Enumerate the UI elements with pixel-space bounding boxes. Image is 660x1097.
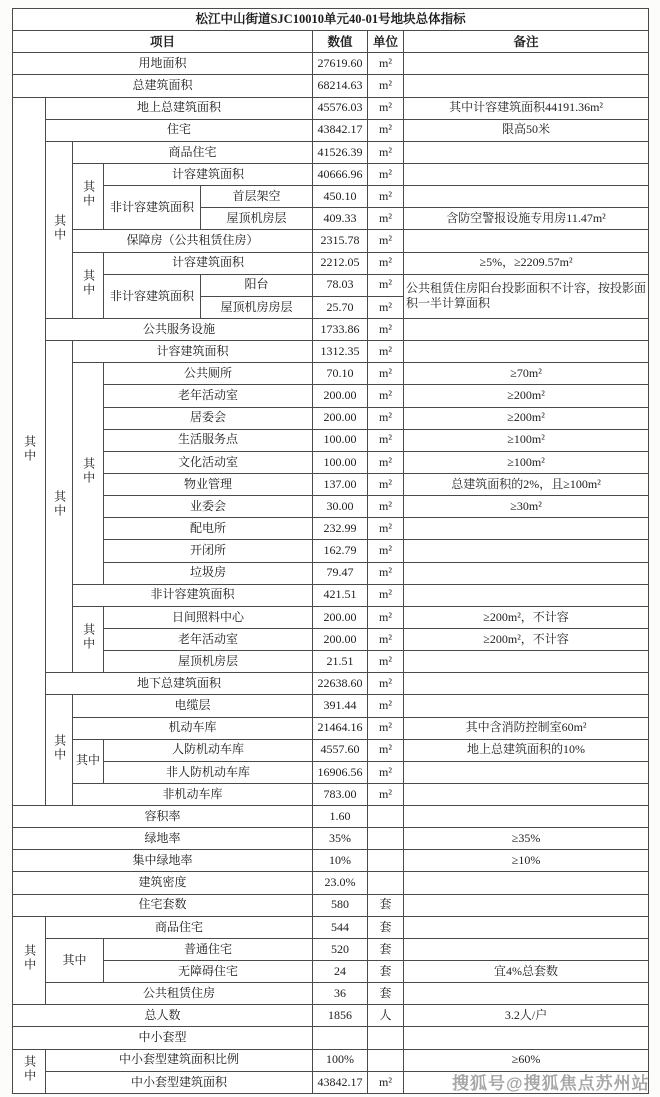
item-label: 商品住宅: [46, 916, 313, 938]
item-label: 机动车库: [73, 717, 313, 739]
qizhong-group-label: [73, 363, 104, 584]
qizhong-group-label: [46, 141, 73, 318]
table-row: [13, 230, 649, 252]
item-remark: [404, 540, 649, 562]
item-label: 保障房（公共租赁住房）: [73, 230, 313, 252]
item-unit: [368, 1027, 404, 1049]
qizhong-group-label: 其中: [52, 490, 67, 519]
item-remark: [404, 761, 649, 783]
item-value: 100%: [313, 1049, 368, 1071]
item-label: 屋顶机房房层: [201, 296, 313, 318]
table-row: [13, 872, 649, 894]
item-unit: 套: [368, 938, 404, 960]
item-unit: m²: [368, 562, 404, 584]
item-remark: 总建筑面积的2%，且≥100m²: [404, 473, 649, 495]
column-header: 单位: [368, 31, 404, 53]
table-row: [13, 651, 649, 673]
item-label: 公共租赁住房: [46, 983, 313, 1005]
qizhong-group-label: [73, 252, 104, 318]
item-unit: m²: [368, 363, 404, 385]
item-label: 首层架空: [201, 186, 313, 208]
table-row: [13, 341, 649, 363]
item-unit: [368, 1049, 404, 1071]
item-value: 2315.78: [313, 230, 368, 252]
item-value: 1.60: [313, 806, 368, 828]
item-remark: ≥30m²: [404, 496, 649, 518]
item-remark: ≥10%: [404, 850, 649, 872]
item-value: 200.00: [313, 628, 368, 650]
item-unit: m²: [368, 473, 404, 495]
table-row: [13, 385, 649, 407]
table-row: [13, 141, 649, 163]
item-unit: m²: [368, 230, 404, 252]
item-label: 总建筑面积: [13, 75, 313, 97]
qizhong-group-label: [46, 695, 73, 806]
item-unit: [368, 828, 404, 850]
qizhong-group-label: 其中: [73, 739, 104, 783]
item-unit: m²: [368, 717, 404, 739]
table-row: [13, 938, 649, 960]
item-unit: m²: [368, 761, 404, 783]
item-unit: m²: [368, 673, 404, 695]
qizhong-group-label: 其中: [52, 733, 67, 762]
item-unit: 套: [368, 894, 404, 916]
table-row: [13, 407, 649, 429]
item-unit: [368, 806, 404, 828]
item-value: 27619.60: [313, 53, 368, 75]
item-remark: ≥70m²: [404, 363, 649, 385]
item-remark: [404, 894, 649, 916]
item-remark: [404, 806, 649, 828]
item-unit: m²: [368, 584, 404, 606]
item-label: 非机动车库: [73, 783, 313, 805]
item-unit: m²: [368, 97, 404, 119]
item-value: 43842.17: [313, 1071, 368, 1093]
item-unit: m²: [368, 208, 404, 230]
item-label: 屋顶机房层: [201, 208, 313, 230]
item-value: 70.10: [313, 363, 368, 385]
item-label: 绿地率: [13, 828, 313, 850]
item-value: 78.03: [313, 274, 368, 296]
item-unit: m²: [368, 119, 404, 141]
item-unit: m²: [368, 341, 404, 363]
item-label: 非计容建筑面积: [104, 186, 201, 230]
item-remark: [404, 783, 649, 805]
item-label: 用地面积: [13, 53, 313, 75]
item-remark: 其中计容建筑面积44191.36m²: [404, 97, 649, 119]
item-unit: m²: [368, 274, 404, 296]
item-value: 421.51: [313, 584, 368, 606]
item-value: 580: [313, 894, 368, 916]
table-row: [13, 1049, 649, 1071]
table-row: [13, 739, 649, 761]
item-label: 阳台: [201, 274, 313, 296]
item-value: 409.33: [313, 208, 368, 230]
item-value: 520: [313, 938, 368, 960]
item-value: 41526.39: [313, 141, 368, 163]
item-unit: m²: [368, 606, 404, 628]
table-row: [13, 761, 649, 783]
qizhong-group-label: 其中: [81, 180, 96, 209]
item-value: 10%: [313, 850, 368, 872]
qizhong-group-label: 其中: [22, 435, 37, 464]
item-value: 1856: [313, 1005, 368, 1027]
column-header: 项目: [13, 31, 313, 53]
table-row: [13, 673, 649, 695]
item-remark: [404, 916, 649, 938]
item-remark: [404, 186, 649, 208]
table-row: [13, 961, 649, 983]
table-row: [13, 806, 649, 828]
item-label: 业委会: [104, 496, 313, 518]
item-value: 24: [313, 961, 368, 983]
item-label: 公共厕所: [104, 363, 313, 385]
item-unit: m²: [368, 296, 404, 318]
item-unit: 套: [368, 961, 404, 983]
qizhong-group-label: 其中: [81, 268, 96, 297]
item-unit: m²: [368, 318, 404, 340]
table-row: [13, 163, 649, 185]
table-row: [13, 119, 649, 141]
item-value: 23.0%: [313, 872, 368, 894]
table-row: [13, 31, 649, 53]
item-remark: ≥200m²: [404, 385, 649, 407]
item-unit: m²: [368, 540, 404, 562]
qizhong-group-label: 其中: [81, 457, 96, 486]
item-unit: m²: [368, 186, 404, 208]
item-remark: ≥35%: [404, 828, 649, 850]
item-unit: [368, 850, 404, 872]
item-unit: 套: [368, 983, 404, 1005]
item-unit: m²: [368, 429, 404, 451]
qizhong-group-label: 其中: [22, 944, 37, 973]
item-unit: m²: [368, 163, 404, 185]
table-row: [13, 1005, 649, 1027]
item-remark: 地上总建筑面积的10%: [404, 739, 649, 761]
item-value: 35%: [313, 828, 368, 850]
item-remark: [404, 53, 649, 75]
item-value: [313, 1027, 368, 1049]
item-value: 22638.60: [313, 673, 368, 695]
watermark: 搜狐号@搜狐焦点苏州站: [452, 1074, 650, 1093]
table-row: [13, 606, 649, 628]
item-value: 40666.96: [313, 163, 368, 185]
item-unit: m²: [368, 739, 404, 761]
item-unit: m²: [368, 252, 404, 274]
item-value: 100.00: [313, 451, 368, 473]
qizhong-group-label: 其中: [46, 938, 104, 982]
item-label: 中小套型建筑面积比例: [46, 1049, 313, 1071]
item-label: 中小套型: [13, 1027, 313, 1049]
table-row: [13, 828, 649, 850]
item-value: 36: [313, 983, 368, 1005]
table-row: [13, 451, 649, 473]
item-value: 25.70: [313, 296, 368, 318]
item-label: 非计容建筑面积: [104, 274, 201, 318]
table-row: [13, 562, 649, 584]
item-remark: [404, 584, 649, 606]
item-value: 137.00: [313, 473, 368, 495]
item-value: 4557.60: [313, 739, 368, 761]
item-label: 日间照料中心: [104, 606, 313, 628]
item-label: 公共服务设施: [46, 318, 313, 340]
item-remark: [404, 983, 649, 1005]
item-label: 计容建筑面积: [104, 163, 313, 185]
item-unit: m²: [368, 385, 404, 407]
table-row: [13, 186, 649, 208]
qizhong-group-label: [13, 916, 46, 1005]
plot-indicator-table: [12, 8, 649, 1094]
item-unit: m²: [368, 451, 404, 473]
item-remark: [404, 75, 649, 97]
item-unit: m²: [368, 496, 404, 518]
item-label: 生活服务点: [104, 429, 313, 451]
table-row: [13, 916, 649, 938]
item-value: 783.00: [313, 783, 368, 805]
qizhong-group-label: 其中: [22, 1055, 37, 1083]
item-label: 开闭所: [104, 540, 313, 562]
item-label: 普通住宅: [104, 938, 313, 960]
table-row: [13, 274, 649, 296]
item-value: 200.00: [313, 606, 368, 628]
item-unit: m²: [368, 695, 404, 717]
item-unit: m²: [368, 1071, 404, 1093]
table-body: [13, 9, 649, 1094]
item-label: 物业管理: [104, 473, 313, 495]
item-label: 集中绿地率: [13, 850, 313, 872]
table-row: [13, 53, 649, 75]
item-remark: 3.2人/户: [404, 1005, 649, 1027]
item-value: 391.44: [313, 695, 368, 717]
item-label: 中小套型建筑面积: [46, 1071, 313, 1093]
item-value: 45576.03: [313, 97, 368, 119]
item-remark: [404, 872, 649, 894]
item-label: 计容建筑面积: [104, 252, 313, 274]
item-value: 30.00: [313, 496, 368, 518]
item-value: 1733.86: [313, 318, 368, 340]
item-value: 16906.56: [313, 761, 368, 783]
column-header: 数值: [313, 31, 368, 53]
item-remark: [404, 673, 649, 695]
item-remark: [404, 651, 649, 673]
item-unit: m²: [368, 53, 404, 75]
item-label: 老年活动室: [104, 385, 313, 407]
table-row: [13, 252, 649, 274]
table-row: [13, 429, 649, 451]
item-remark: ≥100m²: [404, 429, 649, 451]
table-row: [13, 717, 649, 739]
item-value: 43842.17: [313, 119, 368, 141]
item-unit: [368, 872, 404, 894]
qizhong-group-label: 其中: [81, 623, 96, 652]
table-row: [13, 473, 649, 495]
item-label: 无障碍住宅: [104, 961, 313, 983]
item-remark: [404, 163, 649, 185]
item-remark: [404, 695, 649, 717]
item-unit: m²: [368, 518, 404, 540]
item-unit: 人: [368, 1005, 404, 1027]
item-unit: m²: [368, 651, 404, 673]
table-row: [13, 783, 649, 805]
item-value: 100.00: [313, 429, 368, 451]
item-remark: [404, 141, 649, 163]
item-remark: [404, 518, 649, 540]
item-label: 配电所: [104, 518, 313, 540]
item-label: 老年活动室: [104, 628, 313, 650]
column-header: 备注: [404, 31, 649, 53]
qizhong-group-label: [73, 606, 104, 672]
item-remark: 限高50米: [404, 119, 649, 141]
item-label: 垃圾房: [104, 562, 313, 584]
item-value: 232.99: [313, 518, 368, 540]
table-row: [13, 363, 649, 385]
item-remark: ≥60%: [404, 1049, 649, 1071]
item-remark: ≥200m²: [404, 407, 649, 429]
item-remark: [404, 230, 649, 252]
item-value: 1312.35: [313, 341, 368, 363]
item-remark: ≥5%，≥2209.57m²: [404, 252, 649, 274]
item-label: 住宅套数: [13, 894, 313, 916]
table-row: [13, 628, 649, 650]
qizhong-group-label: [46, 341, 73, 673]
item-label: 非计容建筑面积: [73, 584, 313, 606]
item-unit: m²: [368, 783, 404, 805]
item-unit: m²: [368, 141, 404, 163]
item-remark: 公共租赁住房阳台投影面积不计容，按投影面积一半计算面积: [404, 274, 649, 318]
table-row: [13, 584, 649, 606]
item-remark: [404, 938, 649, 960]
table-row: [13, 97, 649, 119]
item-value: 21.51: [313, 651, 368, 673]
item-label: 文化活动室: [104, 451, 313, 473]
item-remark: ≥200m²，不计容: [404, 628, 649, 650]
table-row: [13, 540, 649, 562]
item-value: 162.79: [313, 540, 368, 562]
item-label: 商品住宅: [73, 141, 313, 163]
item-label: 总人数: [13, 1005, 313, 1027]
item-label: 居委会: [104, 407, 313, 429]
item-unit: m²: [368, 75, 404, 97]
item-remark: [404, 1027, 649, 1049]
item-value: 200.00: [313, 385, 368, 407]
table-row: [13, 496, 649, 518]
item-remark: [404, 562, 649, 584]
item-value: 79.47: [313, 562, 368, 584]
item-remark: ≥100m²: [404, 451, 649, 473]
item-remark: 宜4%总套数: [404, 961, 649, 983]
item-remark: 含防空警报设施专用房11.47m²: [404, 208, 649, 230]
qizhong-group-label: [13, 97, 46, 806]
table-row: [13, 983, 649, 1005]
item-label: 电缆层: [73, 695, 313, 717]
item-value: 544: [313, 916, 368, 938]
table-title: 松江中山街道SJC10010单元40-01号地块总体指标: [13, 9, 649, 31]
item-value: 200.00: [313, 407, 368, 429]
item-value: 21464.16: [313, 717, 368, 739]
item-label: 建筑密度: [13, 872, 313, 894]
item-unit: m²: [368, 628, 404, 650]
table-row: [13, 850, 649, 872]
table-row: [13, 9, 649, 31]
table-row: [13, 894, 649, 916]
item-label: 非人防机动车库: [104, 761, 313, 783]
table-row: [13, 318, 649, 340]
item-label: 住宅: [46, 119, 313, 141]
item-label: 地下总建筑面积: [46, 673, 313, 695]
item-label: 地上总建筑面积: [46, 97, 313, 119]
item-label: 容积率: [13, 806, 313, 828]
item-label: 屋顶机房层: [104, 651, 313, 673]
item-value: 2212.05: [313, 252, 368, 274]
item-label: 计容建筑面积: [73, 341, 313, 363]
item-value: 450.10: [313, 186, 368, 208]
item-remark: [404, 341, 649, 363]
qizhong-group-label: [73, 163, 104, 229]
item-label: 人防机动车库: [104, 739, 313, 761]
item-remark: ≥200m²，不计容: [404, 606, 649, 628]
item-value: 68214.63: [313, 75, 368, 97]
item-remark: 其中含消防控制室60m²: [404, 717, 649, 739]
table-row: [13, 1027, 649, 1049]
table-row: [13, 75, 649, 97]
table-row: [13, 518, 649, 540]
qizhong-group-label: 其中: [52, 213, 67, 242]
qizhong-group-label: [13, 1049, 46, 1093]
table-row: [13, 695, 649, 717]
item-unit: m²: [368, 407, 404, 429]
item-remark: [404, 318, 649, 340]
item-unit: 套: [368, 916, 404, 938]
